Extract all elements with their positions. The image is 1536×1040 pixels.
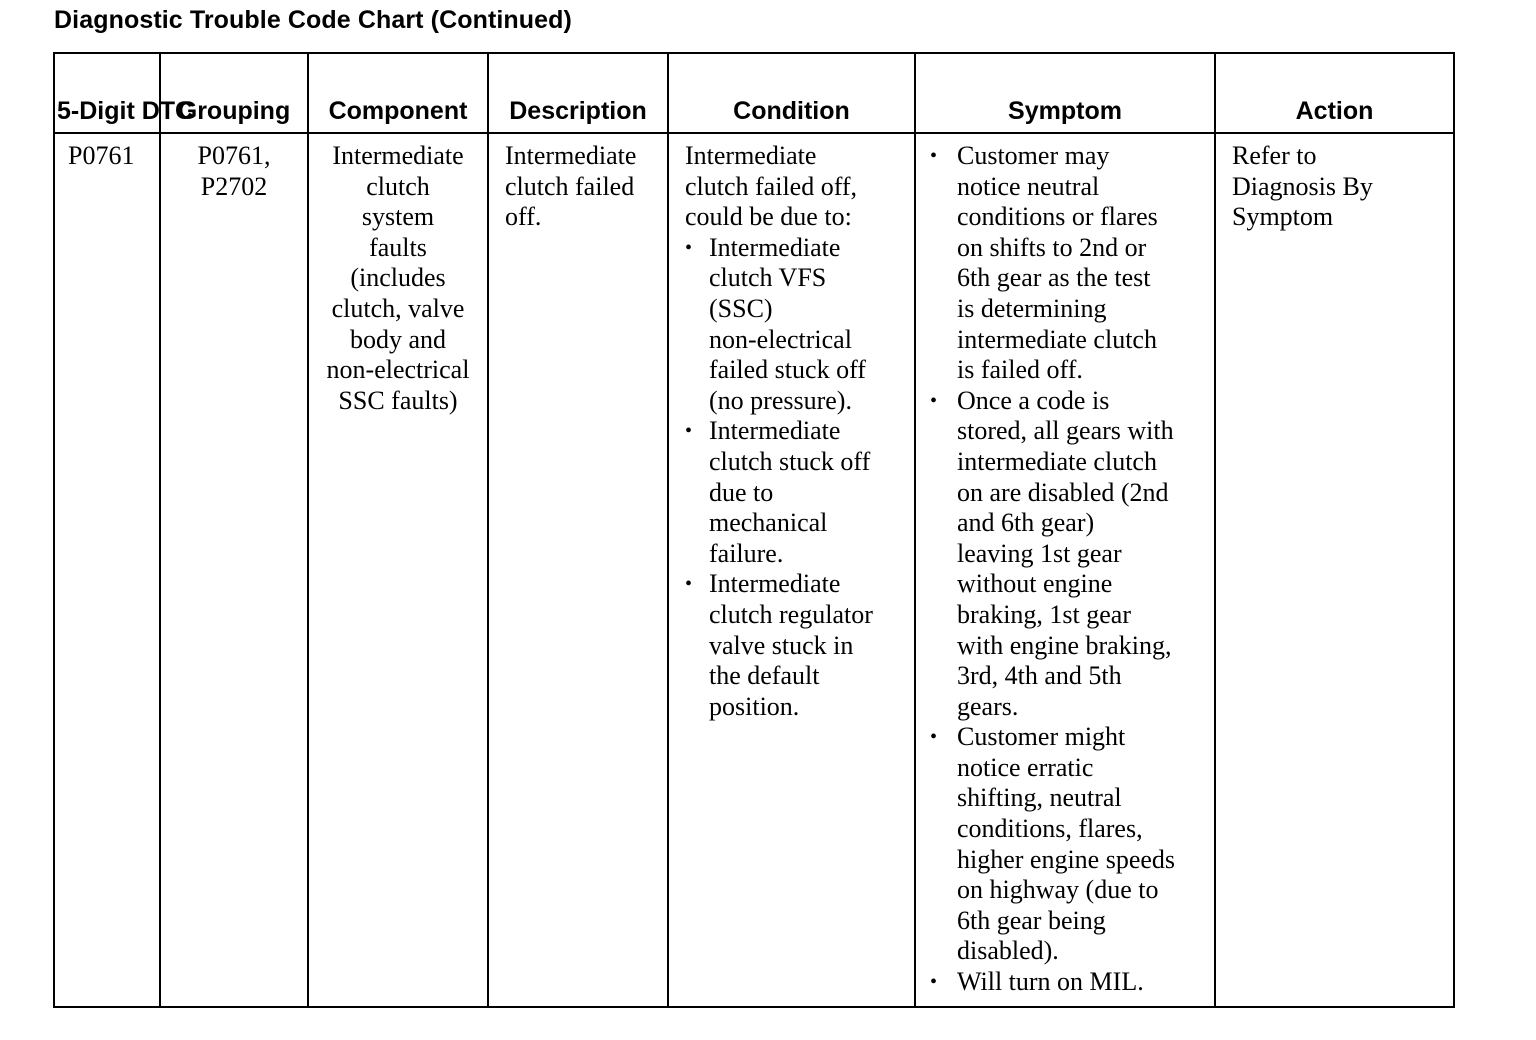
header-grouping: Grouping [160, 53, 308, 133]
cell-action: Refer to Diagnosis By Symptom [1215, 133, 1454, 1007]
list-item [930, 386, 1204, 723]
cell-grouping: P0761, P2702 [160, 133, 308, 1007]
list-item [930, 141, 1204, 386]
bullet-icon: • [685, 420, 693, 443]
bullet-icon: • [685, 236, 693, 259]
symptom-bullet-text: Will turn on MIL. [957, 967, 1144, 997]
list-item [685, 569, 906, 722]
page-title: Diagnostic Trouble Code Chart (Continued) [54, 6, 572, 34]
bullet-icon: • [930, 726, 938, 749]
bullet-icon: • [930, 971, 938, 994]
symptom-bullet-text: Customer might notice erratic shifting, neutral conditions, flares, higher engine speeds on highway (due to 6th gear being disabled). [957, 722, 1176, 966]
cell-description: Intermediate clutch failed off. [488, 133, 668, 1007]
header-condition: Condition [668, 53, 915, 133]
table-header-row [54, 53, 1454, 133]
table-row [54, 133, 1454, 1007]
header-action: Action [1215, 53, 1454, 133]
bullet-icon: • [930, 145, 938, 167]
condition-bullet-text: Intermediate clutch regulator valve stuck in the default position. [709, 569, 873, 721]
symptom-list [930, 141, 1204, 998]
bullet-icon: • [685, 573, 693, 596]
header-component: Component [308, 53, 488, 133]
list-item [685, 416, 906, 569]
condition-bullet-text: Intermediate clutch VFS (SSC) non-electrical failed stuck off (no pressure). [709, 232, 866, 415]
list-item [685, 233, 906, 417]
cell-component: Intermediate clutch system faults (includes clutch, valve body and non-electrical SSC faults) [308, 133, 488, 1007]
condition-bullet-text: Intermediate clutch stuck off due to mechanical failure. [709, 416, 871, 568]
header-symptom: Symptom [915, 53, 1215, 133]
cell-condition [668, 133, 915, 1007]
condition-list [685, 233, 906, 723]
symptom-bullet-text: Once a code is stored, all gears with intermediate clutch on are disabled (2nd and 6th gear) leaving 1st gear without engine braking, 1st gear with engine braking, 3rd, 4th and 5th gears. [957, 385, 1174, 721]
cell-symptom [915, 133, 1215, 1007]
header-description: Description [488, 53, 668, 133]
header-dtc: 5-Digit DTC [54, 53, 160, 133]
condition-intro: Intermediate clutch failed off, could be due to: [685, 141, 858, 232]
symptom-bullet-text: Customer may notice neutral conditions or flares on shifts to 2nd or 6th gear as the test is determining intermediate clutch is failed off. [957, 141, 1158, 385]
bullet-icon: • [930, 389, 938, 412]
list-item [930, 722, 1204, 967]
list-item [930, 967, 1204, 998]
cell-dtc: P0761 [54, 133, 160, 1007]
dtc-chart-table [53, 52, 1455, 1008]
